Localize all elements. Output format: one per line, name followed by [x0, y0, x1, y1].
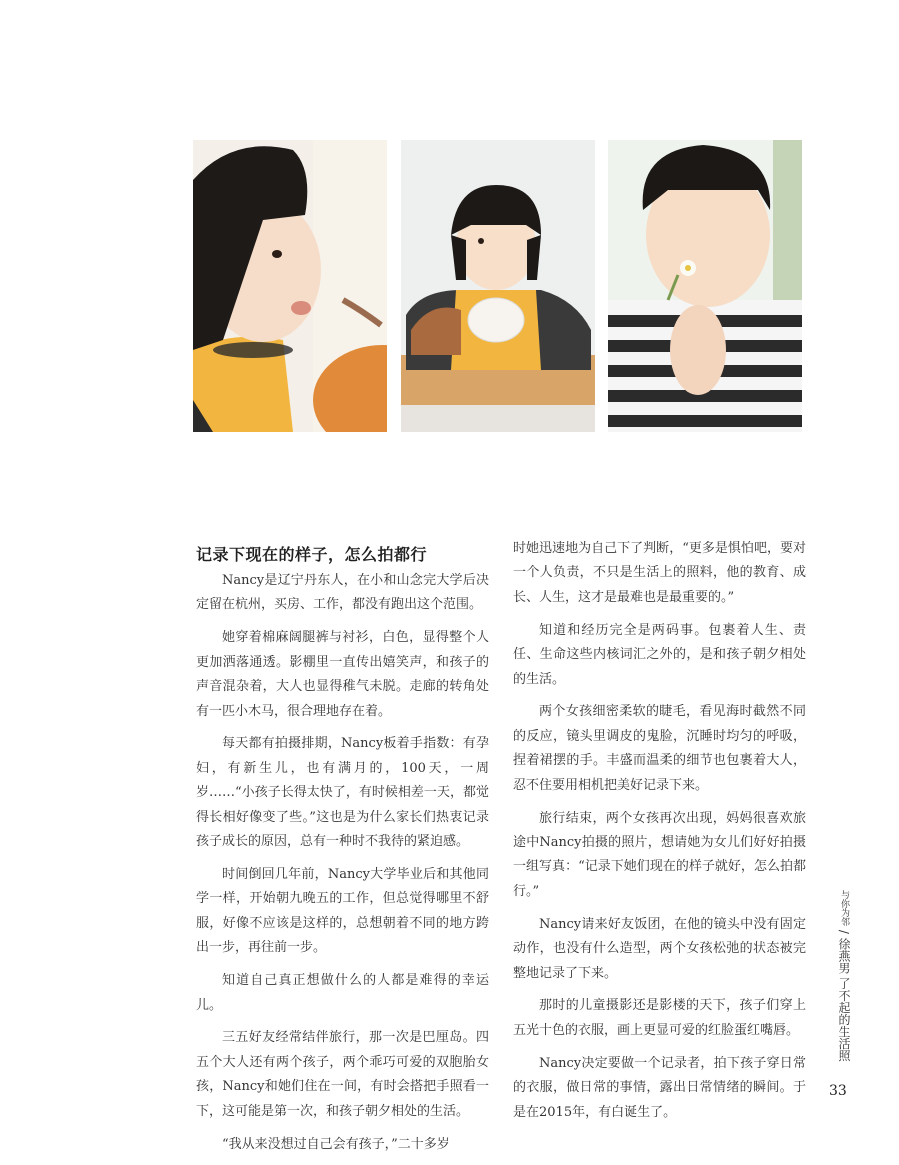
section-title: 了不起的生活照 — [837, 977, 851, 1062]
girl-eating-at-table-photo — [401, 140, 595, 432]
column-name: 与你为邻 — [839, 890, 849, 926]
paragraph: Nancy是辽宁丹东人，在小和山念完大学后决定留在杭州，买房、工作，都没有跑出这个范围。 — [196, 573, 489, 613]
paragraph: 知道自己真正想做什么的人都是难得的幸运儿。 — [196, 973, 489, 1013]
girl-blowing-kiss-photo — [193, 140, 387, 432]
paragraph: 知道和经历完全是两码事。包裹着人生、责任、生命这些内核词汇之外的，是和孩子朝夕相处的生活。 — [513, 622, 806, 687]
paragraph: 她穿着棉麻阔腿裤与衬衫，白色，显得整个人更加洒落通透。影棚里一直传出嬉笑声，和孩子的声音混杂着，大人也显得稚气未脱。走廊的转角处有一匹小木马，很合理地存在着。 — [196, 630, 489, 719]
article-left-column — [196, 569, 489, 1165]
page-number: 33 — [829, 1083, 847, 1099]
paragraph: Nancy决定要做一个记录者，拍下孩子穿日常的衣服，做日常的事情，露出日常情绪的瞬间。于是在2015年，有白诞生了。 — [513, 1055, 806, 1120]
paragraph: “我从来没想过自己会有孩子，”二十多岁 — [222, 1136, 450, 1152]
paragraph: 那时的儿童摄影还是影楼的天下，孩子们穿上五光十色的衣服，画上更显可爱的红脸蛋红嘴唇。 — [513, 998, 806, 1038]
article-heading: 记录下现在的样子，怎么拍都行 — [196, 545, 428, 564]
separator: / — [837, 929, 851, 934]
running-header-vertical — [835, 890, 851, 1062]
paragraph: 两个女孩细密柔软的睫毛，看见海时截然不同的反应，镜头里调皮的鬼脸，沉睡时均匀的呼吸，捏着裙摆的手。丰盛而温柔的细节也包裹着大人，忍不住要用相机把美好记录下来。 — [513, 704, 806, 793]
paragraph: Nancy请来好友饭团，在他的镜头中没有固定动作，也没有什么造型，两个女孩松弛的状态被完整地记录了下来。 — [513, 916, 806, 981]
paragraph-continuation: 时她迅速地为自己下了判断，“更多是惧怕吧，要对一个人负责，不只是生活上的照料，他的教育、成长、人生，这才是最难也是最重要的。” — [513, 541, 806, 605]
paragraph: 时间倒回几年前，Nancy大学毕业后和其他同学一样，开始朝九晚五的工作，但总觉得哪里不舒服，好像不应该是这样的，总想朝着不同的地方跨出一步，再往前一步。 — [196, 866, 489, 956]
paragraph: 三五好友经常结伴旅行，那一次是巴厘岛。四五个大人还有两个孩子，两个乖巧可爱的双胞胎女孩，Nancy和她们住在一间，有时会搭把手照看一下，这可能是第一次，和孩子朝夕相处的生活。 — [196, 1030, 489, 1119]
author-name: 徐燕男 — [837, 937, 851, 974]
paragraph: 每天都有拍摄排期，Nancy板着手指数：有孕妇，有新生儿，也有满月的，100天，一周岁……“小孩子长得太快了，有时候相差一天，都觉得长相好像变了些。”这也是为什么家长们热衷记录孩子成长的原因，总有一种时不我待的紧迫感。 — [196, 736, 489, 850]
article-right-column — [513, 537, 806, 1133]
paragraph: 旅行结束，两个女孩再次出现，妈妈很喜欢旅途中Nancy拍摄的照片，想请她为女儿们好好拍摄一组写真：“记录下她们现在的样子就好，怎么拍都行。” — [513, 810, 806, 899]
boy-smelling-flower-photo — [608, 140, 802, 432]
